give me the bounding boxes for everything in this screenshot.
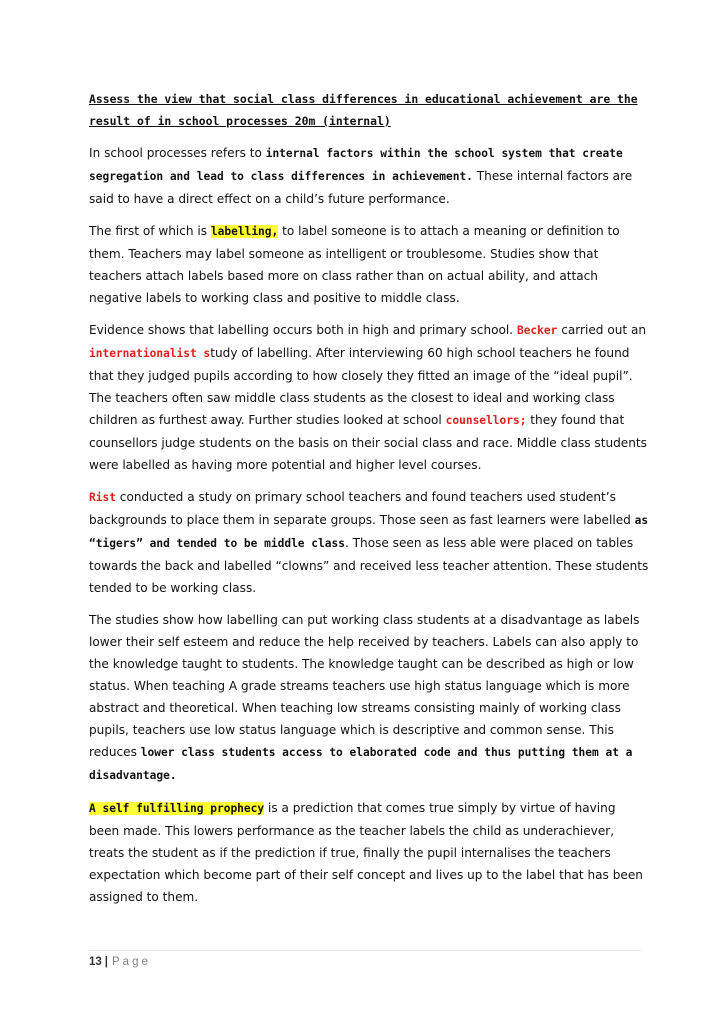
red-term-rist: Rist [89, 491, 116, 504]
text: In school processes refers to [89, 146, 266, 160]
text: tudy of labelling. After interviewing 60 high school teachers he found that they judged pupils according to how closely they fitted an image of the “ideal pupil”. The teachers often saw middle class students as the closest to ideal and working class children as furthest away. Further studies looked at school [89, 346, 633, 427]
paragraph-intro [89, 142, 649, 210]
text: The first of which is [89, 224, 211, 238]
text: they found that counsellors judge students on the basis on their social class and race. Middle class students were labelled as having more potential and higher level courses. [89, 413, 647, 472]
red-term-internationalist: internationalist s [89, 347, 211, 360]
text: conducted a study on primary school teachers and found teachers used student’s backgrounds to place them in separate groups. Those seen as fast learners were labelled [89, 490, 635, 527]
document-page [89, 88, 649, 918]
text: carried out an [557, 323, 647, 337]
page-footer [89, 956, 151, 968]
paragraph-evidence [89, 319, 649, 476]
text: Evidence shows that labelling occurs both in high and primary school. [89, 323, 517, 337]
text: These internal factors are said to have a direct effect on a child’s future performance. [89, 169, 633, 206]
paragraph-rist [89, 486, 649, 599]
paragraph-prophecy [89, 797, 649, 908]
footer-separator: | [104, 956, 109, 968]
paragraph-studies [89, 609, 649, 787]
essay-title [89, 88, 649, 132]
page-label: Page [112, 956, 151, 968]
bold-phrase: as “tigers” and tended to be middle class [89, 514, 649, 550]
paragraph-labelling [89, 220, 649, 309]
red-term-becker: Becker [516, 324, 558, 337]
text: . Those seen as less able were placed on tables towards the back and labelled “clowns” and received less teacher attention. These students tended to be working class. [89, 536, 649, 595]
bold-phrase: internal factors within the school system that create segregation and lead to class differences in achievement. [89, 147, 623, 183]
title-line-2: result of in school processes 20m (internal) [89, 114, 391, 128]
footer-divider [89, 950, 641, 951]
text: The studies show how labelling can put working class students at a disadvantage as labels lower their self esteem and reduce the help received by teachers. Labels can also apply to the knowledge taught to students. The knowledge taught can be described as high or low status. When teaching A grade streams teachers use high status language which is more abstract and theoretical. When teaching low streams consisting mainly of working class pupils, teachers use low status language which is descriptive and common sense. This reduces [89, 613, 640, 759]
page-number: 13 [89, 956, 102, 968]
red-term-counsellors: counsellors; [445, 414, 527, 427]
title-line-1: Assess the view that social class differences in educational achievement are the [89, 92, 638, 106]
bold-phrase: lower class students access to elaborated code and thus putting them at a disadvantage. [89, 746, 633, 782]
highlighted-term-labelling: labelling, [210, 225, 279, 238]
text: to label someone is to attach a meaning or definition to them. Teachers may label someone as intelligent or troublesome. Studies show that teachers attach labels based more on class rather than on actual ability, and attach negative labels to working class and positive to middle class. [89, 224, 620, 305]
text: is a prediction that comes true simply by virtue of having been made. This lowers performance as the teacher labels the child as underachiever, treats the student as if the prediction if true, finally the pupil internalises the teachers expectation which become part of their self concept and lives up to the label that has been assigned to them. [89, 801, 643, 904]
highlighted-term-prophecy: A self fulfilling prophecy [89, 802, 265, 815]
